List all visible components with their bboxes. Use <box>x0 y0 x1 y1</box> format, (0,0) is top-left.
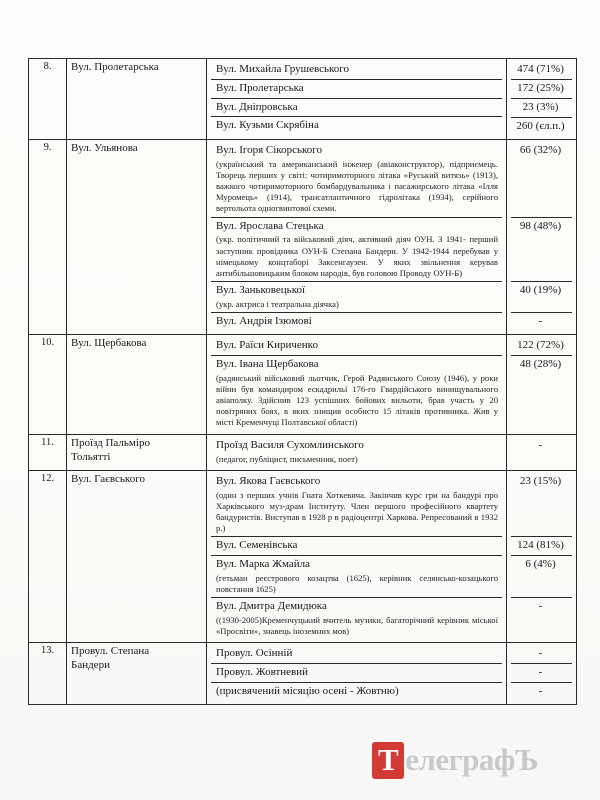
vote-count: 23 (15%) <box>511 473 572 537</box>
table-row <box>29 140 577 335</box>
table-row <box>29 59 577 140</box>
proposed-name: Вул. Михайла Грушевського <box>216 63 350 75</box>
proposed-name: Вул. Ярослава Стецька <box>216 219 324 232</box>
table-row <box>29 435 577 471</box>
votes-cell <box>507 643 577 705</box>
old-street-name-line: Вул. Пролетарська <box>71 61 159 73</box>
proposed-name: Вул. Якова Гаєвського <box>216 475 321 487</box>
row-number: 12. <box>29 471 67 643</box>
proposed-name: Вул. Ігоря Сікорського <box>216 144 323 156</box>
vote-count: 40 (19%) <box>511 282 572 313</box>
proposed-name-description: (український та американський інженер (авіаконструктор), підприємець. Творець перших у світі: чотиримоторного літака «Руський витязь» (1913), важкого чотиримоторного бомбардувальника і пасажирського літака «Ілля Муромець» (1914), трансатлантичного гідролітака (1934), серійного вертольота одногвинтової схеми. <box>216 158 498 214</box>
vote-count: - <box>538 315 543 327</box>
proposed-name-description: (укр. політичний та військовий діяч, активний діяч ОУН. З 1941- перший заступник провідника ОУН-Б Степана Бандери. У 1942-1944 перебував у німецькому концтаборі Заксенгаузен. У яких звільнення керував антибільшовицьким блоком народів, був головою Проводу ОУН-Б) <box>216 234 498 278</box>
proposed-name: Вул. Марка Жмайла <box>216 558 311 571</box>
vote-count: 122 (72%) <box>511 337 572 356</box>
vote-count: 98 (48%) <box>511 218 572 282</box>
proposed-name-block <box>211 99 502 118</box>
row-number: 8. <box>29 59 67 140</box>
vote-count: 23 (3%) <box>511 99 572 118</box>
proposed-name-block <box>211 80 502 99</box>
table-row <box>29 335 577 435</box>
proposed-name-block <box>211 313 502 331</box>
old-street-name-line: Вул. Щербакова <box>71 337 147 349</box>
votes-cell <box>507 335 577 435</box>
row-number: 9. <box>29 140 67 335</box>
proposed-name-description: ((1930-2005)Кременчуцький вчитель музики, багаторічний керівник міської «Просвіти», знавець іноземних мов) <box>216 615 498 637</box>
proposed-name-block <box>211 117 502 135</box>
old-street-name <box>67 140 207 335</box>
old-street-name-line: Провул. Степана <box>71 645 150 658</box>
proposed-name-block <box>211 645 502 664</box>
watermark <box>372 742 538 779</box>
proposed-name-block <box>211 437 502 467</box>
vote-count: 124 (81%) <box>511 537 572 556</box>
vote-count: - <box>538 685 543 698</box>
proposed-name: Вул. Дніпровська <box>216 100 298 113</box>
votes-cell <box>507 471 577 643</box>
street-renaming-table <box>28 58 577 705</box>
row-number: 13. <box>29 643 67 705</box>
proposed-name-block <box>211 537 502 556</box>
table-body <box>29 59 577 705</box>
proposed-name-block <box>211 61 502 80</box>
proposed-name-block <box>211 142 502 218</box>
proposed-name-block <box>211 282 502 313</box>
proposed-name: Проїзд Василя Сухомлинського <box>216 439 364 451</box>
proposed-name: Вул. Заньковецької <box>216 284 306 297</box>
old-street-name <box>67 59 207 140</box>
proposed-name: Вул. Кузьми Скрябіна <box>216 119 319 132</box>
table-row <box>29 471 577 643</box>
old-street-name-line: Проїзд Пальміро <box>71 437 150 449</box>
old-street-name-line: Бандери <box>71 659 110 672</box>
old-street-name <box>67 643 207 705</box>
proposed-name: Провул. Осінній <box>216 647 293 660</box>
watermark-badge: Т <box>372 742 404 779</box>
vote-count: 474 (71%) <box>511 61 572 80</box>
table-row <box>29 643 577 705</box>
watermark-text: елеграфЪ <box>405 742 539 777</box>
proposed-names-cell <box>207 59 507 140</box>
proposed-name: Вул. Івана Щербакова <box>216 357 319 370</box>
proposed-name-description: (один з перших учнів Гната Хоткевича. Закінчив курс гри на бандурі про Харківського муз-драм Інституту. Член першого професійного квартету бандуристів. Виступав в 1928 р в радіоцентрі Харкова. Репресований в 1932 р.) <box>216 489 498 534</box>
proposed-name-block <box>211 598 502 639</box>
row-number: 11. <box>29 435 67 471</box>
proposed-names-cell <box>207 335 507 435</box>
vote-count: 260 (єл.п.) <box>516 120 565 132</box>
vote-count: 48 (28%) <box>519 358 562 370</box>
vote-count: 172 (25%) <box>511 80 572 99</box>
proposed-names-cell <box>207 471 507 643</box>
old-street-name <box>67 471 207 643</box>
proposed-name-block <box>211 356 502 431</box>
proposed-name: (присвячений місяцію осені - Жовтню) <box>216 684 399 697</box>
proposed-name: Вул. Раїси Кириченко <box>216 339 318 351</box>
proposed-name-block <box>211 556 502 598</box>
vote-count: 6 (4%) <box>511 556 572 598</box>
old-street-name-line: Вул. Гаєвського <box>71 473 145 485</box>
old-street-name-line: Вул. Ульянова <box>71 142 138 154</box>
proposed-name-description: (радянський військовий льотчик, Герой Радянського Союзу (1946), у роки війни був командиром ескадрильї 176-го Гвардійського винищувального авіаполку. Здійснив 123 успішних бойових вильоти, брав участь у 20 повітряних боях, в яких знищив особисто 15 літаків противника. Жив у місті Кременчуці Полтавської області) <box>216 372 498 428</box>
row-number: 10. <box>29 335 67 435</box>
vote-count: - <box>511 664 572 683</box>
proposed-name: Вул. Дмитра Демидюка <box>216 600 327 613</box>
proposed-name-block <box>211 473 502 537</box>
proposed-name-block <box>211 218 502 282</box>
proposed-names-cell <box>207 435 507 471</box>
proposed-name-description: (укр. актриса і театральна діячка) <box>216 298 339 309</box>
vote-count: 66 (32%) <box>511 142 572 218</box>
old-street-name <box>67 335 207 435</box>
proposed-name: Провул. Жовтневий <box>216 666 309 679</box>
vote-count: - <box>538 439 543 451</box>
old-street-name-line: Тольятті <box>71 450 111 463</box>
proposed-name-block <box>211 664 502 683</box>
votes-cell <box>507 140 577 335</box>
proposed-names-cell <box>207 643 507 705</box>
votes-cell <box>507 59 577 140</box>
proposed-name: Вул. Пролетарська <box>216 81 304 94</box>
proposed-name: Вул. Семенівська <box>216 539 298 552</box>
proposed-name: Вул. Андрія Ізюмові <box>216 314 312 327</box>
proposed-name-description: (педагог, публіцист, письменник, поет) <box>216 453 358 464</box>
proposed-name-description: (гетьман реєстрового козацтва (1625), керівник селянсько-козацького повстання 1625) <box>216 572 498 595</box>
proposed-name-block <box>211 337 502 356</box>
proposed-names-cell <box>207 140 507 335</box>
vote-count: - <box>538 600 543 612</box>
proposed-name-block <box>211 683 502 701</box>
vote-count: - <box>511 645 572 664</box>
votes-cell <box>507 435 577 471</box>
old-street-name <box>67 435 207 471</box>
